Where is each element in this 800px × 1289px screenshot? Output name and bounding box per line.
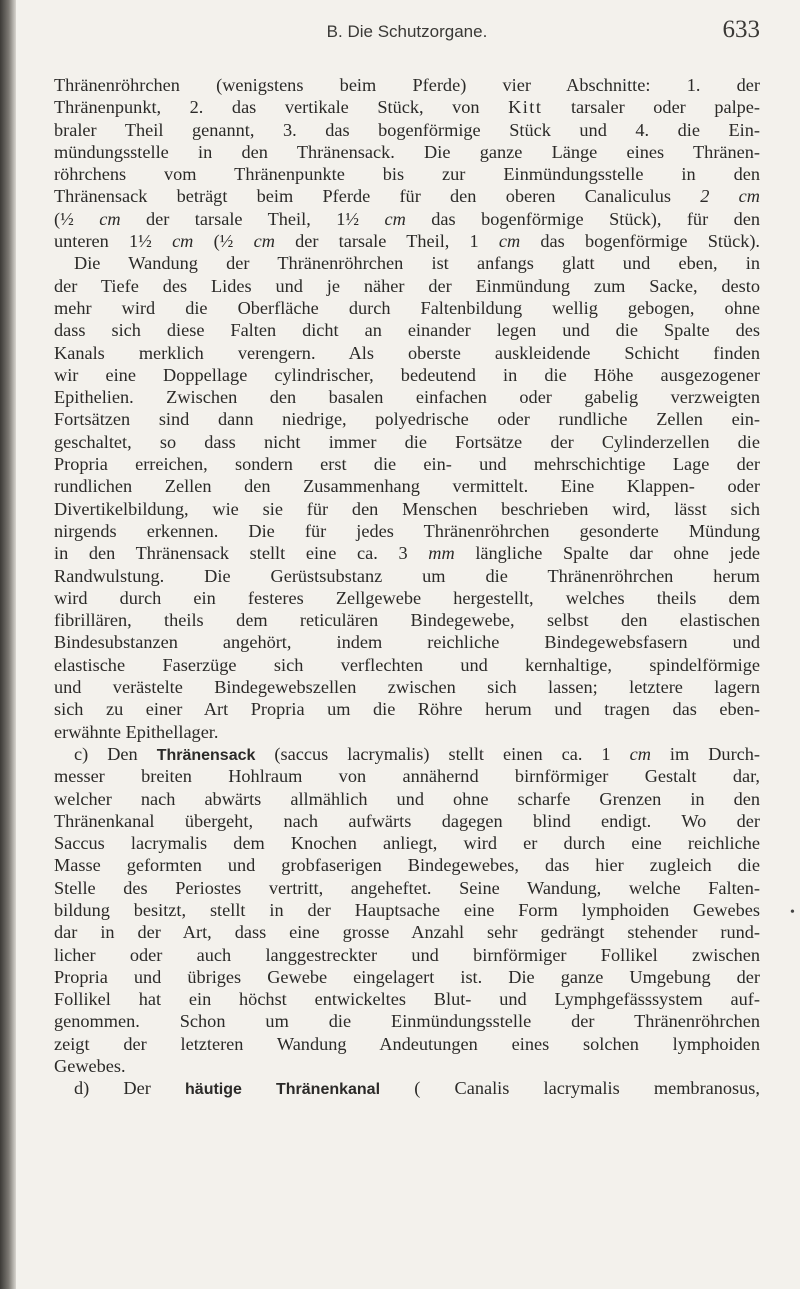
text-line: Follikel hat ein höchst entwickeltes Blut- und Lymphgefässsystem auf- — [54, 989, 760, 1010]
text-line: geschaltet, so dass nicht immer die Fortsätze der Cylinderzellen die — [54, 431, 760, 452]
text-line: mehr wird die Oberfläche durch Faltenbildung wellig gebogen, ohne — [54, 297, 760, 318]
text-line: Bindesubstanzen angehört, indem reichliche Bindegewebsfasern und — [54, 632, 760, 653]
text-line: dass sich diese Falten dicht an einander legen und die Spalte des — [54, 320, 760, 341]
text-line: Thränenröhrchen (wenigstens beim Pferde) vier Abschnitte: 1. der — [54, 75, 760, 95]
margin-mark: • — [790, 905, 795, 920]
text-line: Epithelien. Zwischen den basalen einfachen oder gabelig verzweigten — [54, 387, 760, 408]
text-line: Masse geformten und grobfaserigen Bindegewebes, das hier zugleich die — [54, 855, 760, 876]
text-line: dar in der Art, dass eine grosse Anzahl sehr gedrängt stehender rund- — [54, 922, 760, 943]
text-line: in den Thränensack stellt eine ca. 3 mm längliche Spalte dar ohne jede — [54, 543, 760, 564]
text-line: fibrillären, theils dem reticulären Bindegewebe, selbst den elastischen — [54, 610, 760, 631]
text-line: Kanals merklich verengern. Als oberste auskleidende Schicht finden — [54, 342, 760, 363]
text-line: Die Wandung der Thränenröhrchen ist anfangs glatt und eben, in — [74, 253, 760, 274]
author-name: Kitt — [508, 97, 543, 118]
text-line: welcher nach abwärts allmählich und ohne scharfe Grenzen in den — [54, 788, 760, 809]
text-line: erwähnte Epithellager. — [54, 721, 219, 742]
text-line: der Tiefe des Lides und je näher der Einmündung zum Sacke, desto — [54, 275, 760, 296]
text-line: messer breiten Hohlraum von annähernd birnförmiger Gestalt dar, — [54, 766, 760, 787]
text-line: mündungsstelle in den Thränensack. Die ganze Länge eines Thränen- — [54, 141, 760, 162]
text-line: Propria erreichen, sondern erst die ein- und mehrschichtige Lage der — [54, 454, 760, 475]
section-term: Thränensack — [156, 746, 256, 764]
text-line: genommen. Schon um die Einmündungsstelle der Thränenröhrchen — [54, 1011, 760, 1032]
page-header — [54, 12, 760, 48]
page-number: 633 — [722, 16, 760, 43]
book-binding-edge — [0, 0, 16, 1289]
text-line: Randwulstung. Die Gerüstsubstanz um die Thränenröhrchen herum — [54, 565, 760, 586]
text-line: wir eine Doppellage cylindrischer, bedeutend in die Höhe ausgezogener — [54, 364, 760, 385]
text-line: zeigt der letzteren Wandung Andeutungen eines solchen lymphoiden — [54, 1033, 760, 1054]
text-line: Stelle des Periostes vertritt, angeheftet. Seine Wandung, welche Falten- — [54, 877, 760, 898]
text-line: Thränenkanal übergeht, nach aufwärts dagegen blind endigt. Wo der — [54, 810, 760, 831]
text-line: wird durch ein festeres Zellgewebe hergestellt, welches theils dem — [54, 587, 760, 608]
text-line: Fortsätzen sind dann niedrige, polyedrische oder rundliche Zellen ein- — [54, 409, 760, 430]
running-head: B. Die Schutzorgane. — [326, 22, 488, 41]
text-line: Thränenpunkt, 2. das vertikale Stück, von Kitt tarsaler oder palpe- — [54, 97, 760, 118]
text-line: licher oder auch langgestreckter und birnförmiger Follikel zwischen — [54, 944, 760, 965]
text-line: d) Der häutige Thränenkanal ( Canalis lacrymalis membranosus, — [74, 1078, 760, 1099]
text-line: elastische Faserzüge sich verflechten und kernhaltige, spindelförmige — [54, 654, 760, 675]
text-line: und verästelte Bindegewebszellen zwischen sich lassen; letztere lagern — [54, 677, 760, 698]
text-line: Divertikelbildung, wie sie für den Menschen beschrieben wird, lässt sich — [54, 498, 760, 519]
text-line: Saccus lacrymalis dem Knochen anliegt, wird er durch eine reichliche — [54, 833, 760, 854]
body-text — [54, 74, 760, 1100]
text-line: sich zu einer Art Propria um die Röhre herum und tragen das eben- — [54, 699, 760, 720]
text-line: röhrchens vom Thränenpunkte bis zur Einmündungsstelle in den — [54, 164, 760, 185]
text-line: (½ cm der tarsale Theil, 1½ cm das bogenförmige Stück), für den — [54, 208, 760, 229]
text-line: Gewebes. — [54, 1056, 126, 1077]
text-line: c) Den Thränensack (saccus lacrymalis) stellt einen ca. 1 cm im Durch- — [74, 743, 760, 764]
text-line: Thränensack beträgt beim Pferde für den oberen Canaliculus 2 cm — [54, 186, 761, 207]
text-line: nirgends erkennen. Die für jedes Thränenröhrchen gesonderte Mündung — [54, 520, 760, 541]
text-line: rundlichen Zellen den Zusammenhang vermittelt. Eine Klappen- oder — [54, 476, 760, 497]
section-term: häutige Thränenkanal — [185, 1081, 381, 1099]
text-line: unteren 1½ cm (½ cm der tarsale Theil, 1 cm das bogenförmige Stück). — [54, 231, 760, 252]
text-line: Propria und übriges Gewebe eingelagert ist. Die ganze Umgebung der — [54, 966, 760, 987]
text-line: bildung besitzt, stellt in der Hauptsache eine Form lymphoiden Gewebes — [54, 899, 760, 920]
text-line: braler Theil genannt, 3. das bogenförmige Stück und 4. die Ein- — [54, 119, 760, 140]
